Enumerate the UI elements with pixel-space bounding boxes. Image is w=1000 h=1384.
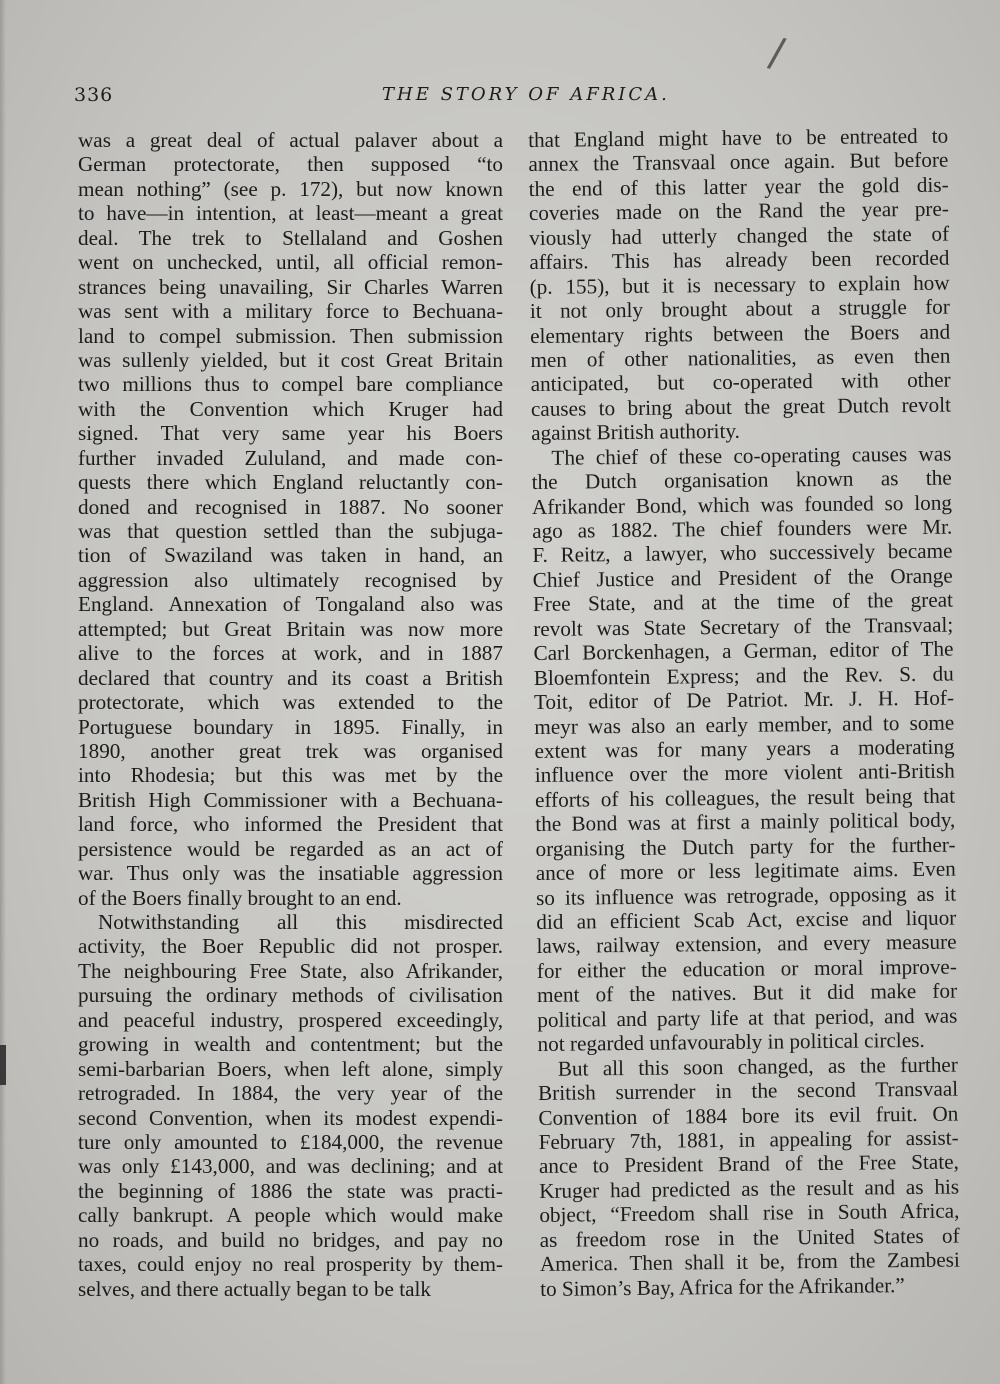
text-line: meyr was also an early member, and to some	[534, 710, 955, 739]
text-line: of the Boers finally brought to an end.	[78, 885, 402, 910]
text-line: so its influence was retrograde, opposing as it	[535, 881, 957, 910]
text-line: doned and recognised in 1887. No sooner	[78, 494, 503, 519]
text-line: further invaded Zululand, and made con-	[78, 445, 503, 470]
text-line: The neighbouring Free State, also Afrikander,	[78, 958, 503, 983]
text-line: object, “Freedom shall rise in South Africa,	[539, 1198, 960, 1228]
text-line: causes to bring about the great Dutch revolt	[530, 392, 952, 421]
text-line: that England might have to be entreated to	[528, 123, 949, 152]
text-line: British High Commissioner with a Bechuana-	[78, 787, 503, 812]
text-line: Notwithstanding all this misdirected	[98, 910, 503, 934]
text-line: not regarded unfavourably in political circles.	[537, 1028, 925, 1057]
text-line: German protectorate, then supposed “to	[78, 152, 503, 177]
text-line: land to compel submission. Then submission	[78, 323, 503, 348]
text-line: efforts of his colleagues, the result being that	[534, 783, 956, 812]
text-line: 1890, another great trek was organised	[78, 738, 503, 763]
text-line: was sullenly yielded, but it cost Great Britain	[78, 347, 503, 372]
text-line: mean nothing” (see p. 172), but now known	[78, 176, 503, 201]
text-line: signed. That very same year his Boers	[78, 421, 503, 446]
text-line: was only £143,000, and was declining; and at	[78, 1154, 503, 1179]
text-line: The chief of these co-operating causes was	[551, 441, 952, 470]
text-line: ture only amounted to £184,000, the revenue	[78, 1129, 503, 1154]
text-line: attempted; but Great Britain was now more	[78, 616, 503, 641]
text-line: semi-barbarian Boers, when left alone, simply	[78, 1056, 503, 1081]
text-line: men of other nationalities, as even then	[530, 343, 951, 372]
text-line: Kruger had predicted as the result and as his	[539, 1174, 960, 1203]
text-line: alive to the forces at work, and in 1887	[78, 641, 503, 666]
text-line: Free State, and at the time of the great	[532, 587, 954, 617]
page-number: 336	[74, 84, 114, 106]
text-line: Carl Borckenhagen, a German, editor of The	[533, 636, 954, 666]
text-line: was that question settled than the subjuga-	[78, 519, 503, 543]
text-line: pursuing the ordinary methods of civilisation	[78, 983, 503, 1008]
text-line: laws, railway extension, and every measure	[536, 929, 957, 959]
text-line: anticipated, but co-operated with other	[530, 367, 951, 397]
text-line: did an efficient Scab Act, excise and liquor	[536, 905, 957, 934]
text-line: into Rhodesia; but this was met by the	[78, 763, 503, 788]
text-line: But all this soon changed, as the further	[557, 1052, 958, 1081]
text-line: quests there which England reluctantly con-	[78, 470, 503, 495]
text-line: Chief Justice and President of the Orange	[532, 563, 953, 592]
text-line: America. Then shall it be, from the Zambesi	[539, 1247, 960, 1277]
text-line: the beginning of 1886 the state was practi-	[78, 1178, 503, 1203]
pencil-margin-mark: /	[765, 29, 789, 77]
text-line: with the Convention which Kruger had	[78, 396, 503, 421]
text-line: England. Annexation of Tongaland also was	[78, 592, 503, 617]
text-line: no roads, and build no bridges, and pay no	[78, 1227, 503, 1252]
text-line: ance to President Brand of the Free State,	[538, 1149, 959, 1179]
text-line: affairs. This has already been recorded	[529, 245, 950, 275]
text-line: revolt was State Secretary of the Transvaal;	[533, 612, 954, 641]
binding-mark	[0, 1045, 6, 1085]
text-line: second Convention, when its modest expendi-	[78, 1105, 503, 1130]
text-line: retrograded. In 1884, the very year of the	[78, 1081, 503, 1106]
text-line: to Simon’s Bay, Africa for the Afrikander.”	[540, 1272, 905, 1301]
text-line: activity, the Boer Republic did not prosper.	[78, 934, 503, 959]
text-line: F. Reitz, a lawyer, who successively became	[532, 539, 953, 568]
text-line: persistence would be regarded as an act of	[78, 836, 503, 861]
left-text-column	[78, 128, 503, 1301]
text-line: declared that country and its coast a British	[78, 665, 503, 690]
text-line: ment of the natives. But it did make for	[536, 978, 958, 1008]
text-line: land force, who informed the President that	[78, 812, 503, 837]
page-header	[74, 84, 954, 114]
text-line: (p. 155), but it is necessary to explain how	[529, 270, 950, 299]
text-line: February 7th, 1881, in appealing for assist-	[538, 1125, 959, 1154]
text-line: to have—in intention, at least—meant a great	[78, 201, 503, 226]
text-line: taxes, could enjoy no real prosperity by them-	[78, 1252, 503, 1277]
text-line: protectorate, which was extended to the	[78, 690, 503, 715]
text-line: political and party life at that period, and was	[537, 1003, 958, 1032]
text-line: influence over the more violent anti-British	[534, 758, 955, 788]
text-line: growing in wealth and contentment; but the	[78, 1032, 503, 1057]
text-line: British surrender in the second Transvaal	[537, 1076, 959, 1106]
text-line: viously had utterly changed the state of	[529, 221, 950, 250]
text-line: war. Thus only was the insatiable aggression	[78, 861, 503, 886]
text-line: for either the education or moral improve-	[536, 954, 957, 983]
text-line: annex the Transvaal once again. But before	[528, 148, 949, 177]
text-line: two millions thus to compel bare compliance	[78, 372, 503, 397]
text-line: it not only brought about a struggle for	[529, 294, 951, 324]
text-line: and peaceful industry, prospered exceedingly,	[78, 1007, 503, 1032]
text-line: was a great deal of actual palaver about a	[78, 128, 503, 152]
text-line: elementary rights between the Boers and	[530, 319, 951, 348]
page-edge-shadow	[0, 0, 6, 1384]
text-line: as freedom rose in the United States of	[539, 1223, 960, 1252]
text-line: ago as 1882. The chief founders were Mr.	[532, 514, 953, 543]
right-text-column	[528, 124, 960, 1301]
text-line: Bloemfontein Express; and the Rev. S. du	[533, 661, 954, 690]
text-line: against British authority.	[531, 419, 741, 446]
text-line: ance of more or less legitimate aims. Even	[535, 856, 956, 886]
text-line: Afrikander Bond, which was founded so long	[531, 490, 953, 519]
text-line: extent was for many years a moderating	[534, 734, 955, 763]
text-line: the Dutch organisation known as the	[531, 465, 952, 495]
text-line: selves, and there actually began to be talk	[78, 1276, 431, 1301]
running-title: THE STORY OF AFRICA.	[382, 84, 670, 105]
text-line: strances being unavailing, Sir Charles Warren	[78, 274, 503, 299]
text-line: tion of Swaziland was taken in hand, an	[78, 543, 503, 568]
text-line: organising the Dutch party for the further-	[535, 832, 956, 861]
text-line: cally bankrupt. A people which would make	[78, 1203, 503, 1228]
text-line: coveries made on the Rand the year pre-	[528, 196, 949, 226]
text-line: aggression also ultimately recognised by	[78, 567, 503, 592]
text-line: Toit, editor of De Patriot. Mr. J. H. Hof-	[533, 685, 955, 715]
text-line: the Bond was at first a mainly political body,	[535, 807, 956, 837]
text-line: was sent with a military force to Bechuana-	[78, 299, 503, 324]
text-line: went on unchecked, until, all official remon-	[78, 250, 503, 275]
text-line: deal. The trek to Stellaland and Goshen	[78, 225, 503, 250]
text-line: the end of this latter year the gold dis-	[528, 172, 949, 201]
text-line: Convention of 1884 bore its evil fruit. On	[538, 1101, 959, 1130]
text-line: Portuguese boundary in 1895. Finally, in	[78, 714, 503, 739]
